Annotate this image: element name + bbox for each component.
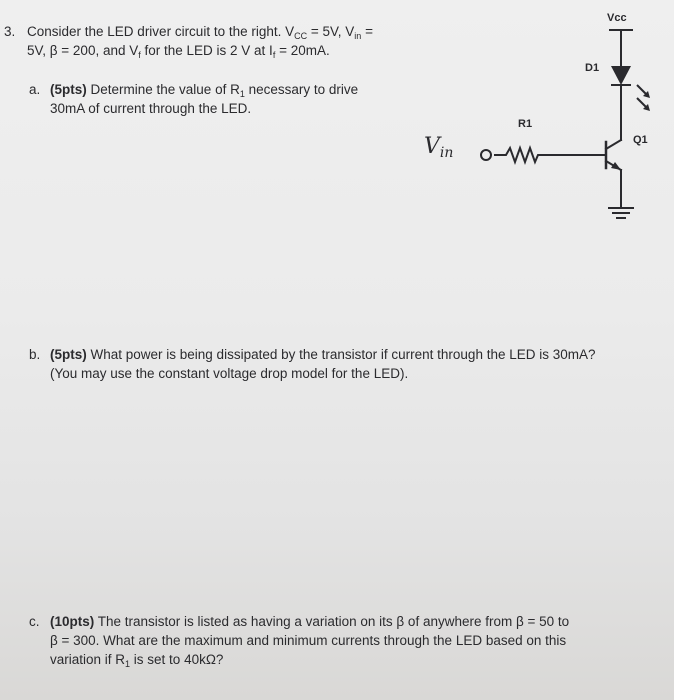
r1-label: R1 bbox=[518, 118, 533, 130]
part-b-letter: b. bbox=[29, 347, 41, 362]
question-intro-line-1: Consider the LED driver circuit to the right. $V_{CC} = 5V$, $V_{in}$ = bbox=[27, 24, 373, 41]
part-a-line-1: (5pts) Determine the value of $R_1$ necessary to drive bbox=[50, 82, 359, 99]
part-a-letter: a. bbox=[29, 82, 41, 97]
vin-label: Vin bbox=[424, 134, 454, 161]
part-b-line-2: (You may use the constant voltage drop model for the LED). bbox=[50, 366, 409, 381]
question-number: 3. bbox=[4, 24, 16, 39]
part-c-line-2: β = 300. What are the maximum and minimum currents through the LED based on this bbox=[50, 633, 567, 648]
part-c-letter: c. bbox=[29, 614, 40, 629]
transistor-collector-lead bbox=[606, 140, 621, 149]
part-c-line-3: variation if $R_1$ is set to 40kΩ? bbox=[50, 652, 224, 669]
part-b-line-1: (5pts) What power is being dissipated by the transistor if current through the LED is 30mA? bbox=[50, 347, 596, 362]
part-a-line-2: 30mA of current through the LED. bbox=[50, 101, 252, 116]
d1-label: D1 bbox=[585, 62, 600, 74]
vin-terminal bbox=[481, 150, 491, 160]
question-intro-line-2: 5V, β = 200, and $V_f$ for the LED is 2 V at $I_f = 20mA$. bbox=[27, 43, 330, 60]
emitter-arrow bbox=[611, 162, 621, 170]
diode-d1-triangle bbox=[611, 66, 631, 85]
part-c-line-1: (10pts) The transistor is listed as having a variation on its β of anywhere from β = 50 to bbox=[50, 614, 570, 629]
q1-label: Q1 bbox=[633, 134, 648, 146]
vcc-label: Vcc bbox=[607, 12, 627, 24]
led-light-arrows bbox=[637, 85, 648, 109]
resistor-r1 bbox=[495, 148, 542, 162]
